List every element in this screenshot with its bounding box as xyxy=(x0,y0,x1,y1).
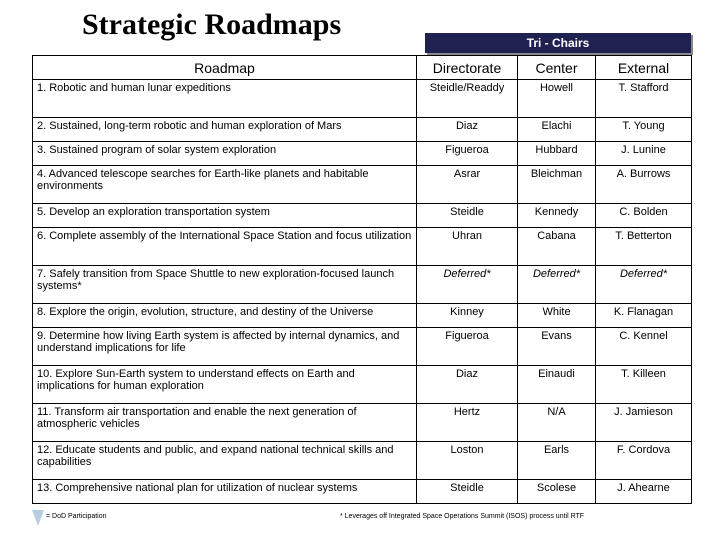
roadmap-cell: 8. Explore the origin, evolution, structure, and destiny of the Universe xyxy=(33,304,417,328)
table-row xyxy=(33,404,692,442)
center-cell: Einaudi xyxy=(518,366,596,404)
roadmaps-table xyxy=(32,55,692,504)
roadmap-cell: 6. Complete assembly of the International Space Station and focus utilization xyxy=(33,228,417,266)
table-row xyxy=(33,442,692,480)
directorate-cell: Deferred* xyxy=(417,266,518,304)
center-cell: Evans xyxy=(518,328,596,366)
external-cell: J. Ahearne xyxy=(596,480,692,504)
center-cell: Kennedy xyxy=(518,204,596,228)
external-cell: J. Jamieson xyxy=(596,404,692,442)
roadmap-cell: 2. Sustained, long-term robotic and human exploration of Mars xyxy=(33,118,417,142)
table-row xyxy=(33,142,692,166)
table-row xyxy=(33,266,692,304)
directorate-cell: Uhran xyxy=(417,228,518,266)
dod-marker-icon xyxy=(32,510,44,526)
roadmap-cell: 12. Educate students and public, and expand national technical skills and capabilities xyxy=(33,442,417,480)
directorate-cell: Loston xyxy=(417,442,518,480)
directorate-cell: Kinney xyxy=(417,304,518,328)
table-row xyxy=(33,304,692,328)
header-directorate: Directorate xyxy=(417,56,518,80)
center-cell: Scolese xyxy=(518,480,596,504)
center-cell: Deferred* xyxy=(518,266,596,304)
directorate-cell: Diaz xyxy=(417,366,518,404)
center-cell: Howell xyxy=(518,80,596,118)
external-cell: C. Bolden xyxy=(596,204,692,228)
center-cell: Hubbard xyxy=(518,142,596,166)
roadmap-cell: 1. Robotic and human lunar expeditions xyxy=(33,80,417,118)
directorate-cell: Figueroa xyxy=(417,142,518,166)
directorate-cell: Steidle xyxy=(417,480,518,504)
roadmap-cell: 3. Sustained program of solar system exploration xyxy=(33,142,417,166)
external-cell: Deferred* xyxy=(596,266,692,304)
table-row xyxy=(33,328,692,366)
external-cell: K. Flanagan xyxy=(596,304,692,328)
roadmap-cell: 5. Develop an exploration transportation system xyxy=(33,204,417,228)
roadmap-cell: 13. Comprehensive national plan for utilization of nuclear systems xyxy=(33,480,417,504)
external-cell: T. Stafford xyxy=(596,80,692,118)
center-cell: Bleichman xyxy=(518,166,596,204)
center-cell: Earls xyxy=(518,442,596,480)
footnote-isos: * Leverages off Integrated Space Operations Summit (ISOS) process until RTF xyxy=(340,513,585,520)
external-cell: T. Betterton xyxy=(596,228,692,266)
header-external: External xyxy=(596,56,692,80)
center-cell: N/A xyxy=(518,404,596,442)
roadmap-cell: 9. Determine how living Earth system is affected by internal dynamics, and understand implications for life xyxy=(33,328,417,366)
table-row xyxy=(33,480,692,504)
footnote-dod: = DoD Participation xyxy=(46,513,107,520)
table-row xyxy=(33,118,692,142)
directorate-cell: Figueroa xyxy=(417,328,518,366)
table-row xyxy=(33,228,692,266)
table-row xyxy=(33,204,692,228)
center-cell: White xyxy=(518,304,596,328)
external-cell: T. Killeen xyxy=(596,366,692,404)
header-center: Center xyxy=(518,56,596,80)
external-cell: T. Young xyxy=(596,118,692,142)
center-cell: Cabana xyxy=(518,228,596,266)
header-row xyxy=(33,56,692,80)
roadmap-cell: 11. Transform air transportation and enable the next generation of atmospheric vehicles xyxy=(33,404,417,442)
roadmap-cell: 4. Advanced telescope searches for Earth-like planets and habitable environments xyxy=(33,166,417,204)
directorate-cell: Asrar xyxy=(417,166,518,204)
external-cell: C. Kennel xyxy=(596,328,692,366)
roadmap-cell: 10. Explore Sun-Earth system to understand effects on Earth and implications for human exploration xyxy=(33,366,417,404)
tri-chairs-header: Tri - Chairs xyxy=(425,33,691,53)
directorate-cell: Steidle xyxy=(417,204,518,228)
external-cell: F. Cordova xyxy=(596,442,692,480)
roadmap-cell: 7. Safely transition from Space Shuttle to new exploration-focused launch systems* xyxy=(33,266,417,304)
external-cell: J. Lunine xyxy=(596,142,692,166)
page-title: Strategic Roadmaps xyxy=(82,8,342,41)
table-row xyxy=(33,166,692,204)
center-cell: Elachi xyxy=(518,118,596,142)
directorate-cell: Diaz xyxy=(417,118,518,142)
external-cell: A. Burrows xyxy=(596,166,692,204)
table-row xyxy=(33,366,692,404)
table-row xyxy=(33,80,692,118)
directorate-cell: Steidle/Readdy xyxy=(417,80,518,118)
header-roadmap: Roadmap xyxy=(33,56,417,80)
directorate-cell: Hertz xyxy=(417,404,518,442)
